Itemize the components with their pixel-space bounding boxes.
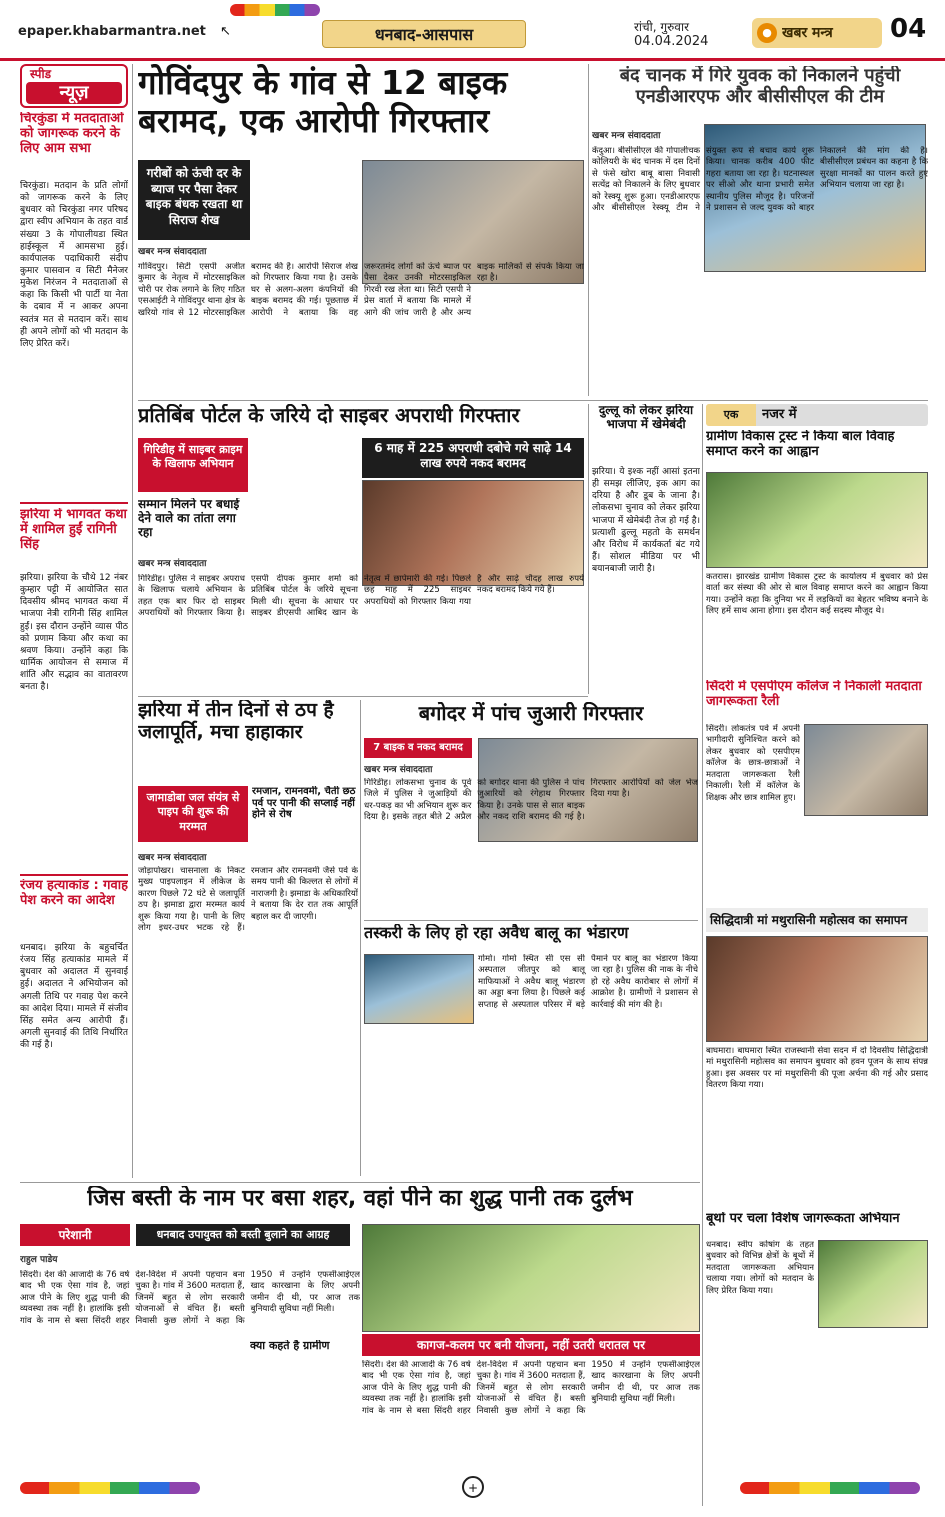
page-number: 04 [890,14,927,44]
column-divider-4 [702,404,703,1506]
ndrf-body: केंदुआ। बीसीसीएल की गोपालीचक कोलियरी के बंद चानक में दस दिनों से फंसे खोरा बाबू बासा निवासी सत्येंद्र को निकालने के लिए बुधवार को रेस्क्यू शुरू हुआ। एनडीआरएफ और बीसीसीएल रेस्क्यू टीम ने संयुक्त रूप से बचाव कार्य शुरू किया। चानक करीब 400 फीट गहरा बताया जा रहा है। घटनास्थल पर सीओ और थाना प्रभारी समेत स्थानीय पुलिस मौजूद है। परिजनों ने प्रशासन से जल्द युवक को बाहर निकालने की मांग की है। बीसीसीएल प्रबंधन का कहना है कि सुरक्षा मानकों का पालन करते हुए अभियान चलाया जा रहा है। [592,146,928,214]
basti-callout: धनबाद उपायुक्त को बस्ती बुलाने का आग्रह [136,1224,350,1246]
nazar-item4-photo [818,1240,928,1328]
place-day: रांची, गुरुवार [634,20,689,34]
gamblers-headline: बगोदर में पांच जुआरी गिरफ्तार [418,702,644,725]
water-callout-2: रमजान, रामनवमी, चैती छठ पर्व पर पानी की सप्लाई नहीं होने से रोष [252,786,356,820]
speed-item2-body: झरिया। झरिया के चौथे 12 नंबर कुम्हार पट्टी में आयोजित सात दिवसीय श्रीमद भागवत कथा में भाजपा नेत्री रागिनी सिंह शामिल हुईं। इस दौरान उन्होंने व्यास पीठ को प्रणाम किया और कथा का श्रवण किया। उन्होंने कहा कि धार्मिक आयोजन से समाज में शांति और सद्भाव का वातावरण बनता है। [20,573,128,693]
nazar-item3-title-bar [706,908,928,932]
bikes-body: गोविंदपुर। सिटी एसपी अजीत कुमार के नेतृत्व में मोटरसाइकिल चोरी पर रोक लगाने के लिए गठित एसआईटी ने गोविंदपुर थाना क्षेत्र के खरियो गांव से 12 मोटरसाइकिल बरामद की है। आरोपी सिराज शेख को गिरफ्तार किया गया है। उसके घर से अलग-अलग कंपनियों की बाइक बरामद की गई। पूछताछ में आरोपी ने बताया कि वह जरूरतमंद लोगों को ऊंचे ब्याज पर पैसा देकर उनकी मोटरसाइकिल गिरवी रख लेता था। सिटी एसपी ने प्रेस वार्ता में बताया कि मामले में आगे की जांच जारी है और अन्य बाइक मालिकों से संपर्क किया जा रहा है। [138,262,584,318]
basti-headline: जिस बस्ती के नाम पर बसा शहर, वहां पीने का शुद्ध पानी तक दुर्लभ [87,1186,633,1211]
cyber-callout-2: सम्मान मिलने पर बधाई देने वाले का तांता लगा रहा [138,498,240,539]
dulhu-headline: दुल्लू को लेकर झरिया भाजपा में खेमेबंदी [598,404,694,431]
speed-sep-1 [20,502,128,504]
column-divider-5 [360,700,361,1176]
basti-photo-caption: कागज-कलम पर बनी योजना, नहीं उतरी धरातल पर [362,1334,700,1356]
color-swatch-row-top [230,4,320,16]
cyber-photo [362,480,584,586]
speed-item2-title: झरिया में भागवत कथा में शामिल हुईं रागिनी सिंह [20,508,127,552]
column-divider-2 [588,64,589,396]
speed-item3-title: रंजय हत्याकांड : गवाह पेश करने का आदेश [20,879,128,908]
color-swatch-row-left [20,1482,200,1494]
bikes-headline: गोविंदपुर के गांव से 12 बाइक बरामद, एक आरोपी गिरफ्तार [138,64,508,140]
row-divider-4 [20,1182,700,1183]
nazar-item2-photo [804,724,928,816]
cursor-icon: ↖ [220,24,231,39]
gamblers-tag: 7 बाइक व नकद बरामद [364,738,472,758]
nazar-item4-body: धनबाद। स्वीप कोषांग के तहत बुधवार को विभिन्न क्षेत्रों के बूथों में मतदाता जागरूकता अभियान चलाया गया। लोगों को मतदान के लिए प्रेरित किया गया। [706,1240,814,1296]
nazar-item3-title: सिद्धिदात्री मां मथुरासिनी महोत्सव का समापन [710,913,908,927]
ndrf-headline: बंद चानक में गिरे युवक को निकालने पहुंची एनडीआरएफ और बीसीसीएल की टीम [619,66,901,107]
sand-body: गोमो। गोमो स्थित सी एस सी अस्पताल जीतपुर को बालू माफियाओं ने अवैध बालू भंडारण का अड्डा बना लिया है। पिछले कई सप्ताह से अस्पताल परिसर में बड़े पैमाने पर बालू का भंडारण किया जा रहा है। पुलिस की नाक के नीचे हो रहे अवैध कारोबार से लोगों में आक्रोश है। ग्रामीणों ने प्रशासन से कार्रवाई की मांग की है। [478,954,698,1010]
speed-sep-2 [20,874,128,876]
footer-bar [0,1472,945,1517]
cyber-callout-1: गिरिडीह में साइबर क्राइम के खिलाफ अभियान [138,438,248,492]
bikes-byline: खबर मन्त्र संवाददाता [138,247,207,257]
speed-item1-title: चिरकुंडा में मतदाताओं को जागरूक करने के लिए आम सभा [20,112,124,156]
row-divider-2 [138,696,588,697]
dulhu-body: झरिया। ये इश्क नहीं आसां इतना ही समझ लीजिए, इक आग का दरिया है और डूब के जाना है। लोकसभा चुनाव को लेकर झरिया भाजपा में खेमेबंदी तेज हो गई है। प्रत्याशी ढुल्लू महतो के समर्थन और विरोध में कार्यकर्ता बंट गये हैं। सोशल मीडिया पर भी बयानबाजी जारी है। [592,467,700,575]
nazar-item1-photo [706,472,928,568]
basti-body: सिंदरी। देश की आजादी के 76 वर्ष बाद भी एक ऐसा गांव है, जहां आज पीने के लिए शुद्ध पानी की व्यवस्था तक नहीं है। हालांकि इसी गांव के नाम से बसा सिंदरी शहर देश-विदेश में अपनी पहचान बना चुका है। गांव में 3600 मतदाता हैं, जिनमें बहुत से लोग सरकारी योजनाओं से वंचित हैं। बस्ती निवासी कुछ लोगों ने कहा कि 1950 में उन्होंने एफसीआईएल खाद कारखाना के लिए अपनी जमीन दी थी, पर आज तक बुनियादी सुविधा नहीं मिली। [20,1270,360,1326]
brand-pill [752,18,882,48]
nazar-label-bar [706,404,928,426]
bikes-callout: गरीबों को ऊंची दर के ब्याज पर पैसा देकर बाइक बंधक रखता था सिराज शेख [138,160,250,240]
water-body: जोड़ापोखर। चासनाला के निकट मुख्य पाइपलाइन में लीकेज के कारण पिछले 72 घंटे से जलापूर्ति ठप है। झमाडा द्वारा मरम्मत कार्य शुरू किया गया है। पानी के लिए लोग इधर-उधर भटक रहे हैं। रमजान और रामनवमी जैसे पर्व के समय पानी की किल्लत से लोगों में नाराजगी है। झमाडा के अधिकारियों ने बताया कि देर रात तक आपूर्ति बहाल कर दी जाएगी। [138,866,358,934]
speed-item1-body: चिरकुंडा। मतदान के प्रति लोगों को जागरूक करने के लिए बुधवार को चिरकुंडा नगर परिषद द्वारा स्वीप अभियान के तहत वार्ड संख्या 3 के गोपालीयडा स्थित हाईस्कूल में आमसभा हुई। कार्यपालक पदाधिकारी संदीप कुमार पासवान व सिटी मैनेजर मुकेश निरंजन ने मतदाताओं से कहा कि किसी भी पार्टी या नेता के दबाव में न आकर अपना स्वतंत्र मत से मतदान करें। साथ ही अपने लोगों को भी मतदान के लिए प्रेरित करें। [20,181,128,349]
water-callout-1: जामाडोबा जल संयंत्र से पाइप की शुरू की मरम्मत [138,786,248,842]
nazar-label-ek: एक [706,404,756,426]
brand-logo-icon: ● [757,23,777,43]
nazar-item4-title: बूथों पर चला विशेष जागरूकता अभियान [706,1212,900,1226]
sand-headline: तस्करी के लिए हो रहा अवैध बालू का भंडारण [364,924,629,942]
row-divider-3 [364,920,698,921]
header-rule [0,58,945,61]
ndrf-byline: खबर मन्त्र संवाददाता [592,131,661,141]
column-divider-1 [132,64,133,1178]
basti-photo [362,1224,700,1332]
column-divider-3 [588,404,589,694]
basti-subhead: क्या कहते है ग्रामीण [250,1340,330,1352]
gamblers-byline: खबर मन्त्र संवाददाता [364,765,433,775]
nazar-item2-body: सिंदरी। लोकतंत्र पर्व में अपनी भागीदारी सुनिश्चित करने को लेकर बुधवार को एसपीएम कॉलेज के छात्र-छात्राओं ने मतदाता जागरूकता रैली निकाली। रैली में कॉलेज के शिक्षक और छात्र शामिल हुए। [706,724,800,803]
speed-news-badge [20,64,128,108]
sand-photo [364,954,474,1024]
color-swatch-row-right [740,1482,920,1494]
speed-news-badge-bottom: न्यूज़ [26,82,122,104]
nazar-item3-body: बाघमारा। बाघमारा स्थित राजस्थानी सेवा सदन में दो दिवसीय सिद्धिदात्री मां मथुरासिनी महोत्सव का समापन बुधवार को हवन पूजन के साथ संपन्न हुआ। इस अवसर पर मां मथुरासिनी की पूजा अर्चना की गई और प्रसाद वितरण किया गया। [706,1046,928,1091]
nazar-item1-title: ग्रामीण विकास ट्रस्ट ने किया बाल विवाह समाप्त करने का आह्वान [706,430,895,459]
nazar-label: नजर में [762,407,797,422]
water-byline: खबर मन्त्र संवाददाता [138,853,207,863]
section-title-pill [322,20,526,48]
site-url[interactable]: epaper.khabarmantra.net [18,24,206,39]
speed-news-column [20,64,128,1178]
row-divider-1 [138,400,928,401]
cyber-photo-caption: 6 माह में 225 अपराधी दबोचे गये साढ़े 14 लाख रुपये नकद बरामद [362,438,584,478]
gamblers-body: गिरिडीह। लोकसभा चुनाव के पूर्व जिले में पुलिस ने जुआड़ियों की धर-पकड़ का भी अभियान शुरू कर दिया है। इसके तहत बीते 2 अप्रैल को बगोदर थाना की पुलिस ने पांच जुआरियों को रंगेहाथ गिरफ्तार किया है। उनके पास से सात बाइक और नकद राशि बरामद की गई है। गिरफ्तार आरोपियों को जेल भेज दिया गया है। [364,778,698,823]
speed-item3-body: धनबाद। झरिया के बहुचर्चित रंजय सिंह हत्याकांड मामले में बुधवार को अदालत में सुनवाई हुई। अदालत ने अभियोजन को अगली तिथि पर गवाह पेश करने का आदेश दिया। मामले में संजीव सिंह समेत अन्य आरोपी हैं। अगली सुनवाई की तिथि निर्धारित की गई है। [20,943,128,1051]
nazar-item3-photo [706,936,928,1042]
cyber-body: गिरिडीह। पुलिस ने साइबर अपराध के खिलाफ चलाये अभियान के तहत एक बार फिर दो साइबर अपराधियों को गिरफ्तार किया है। एसपी दीपक कुमार शर्मा को प्रतिबिंब पोर्टल के जरिये सूचना मिली थी। सूचना के आधार पर साइबर डीएसपी आबिद खान के नेतृत्व में छापेमारी की गई। पिछले छह माह में 225 साइबर अपराधियों को गिरफ्तार किया गया है और साढ़े चौदह लाख रुपये नकद बरामद किये गये हैं। [138,574,584,619]
nazar-item1-body: कतरास। झारखंड ग्रामीण विकास ट्रस्ट के कार्यालय में बुधवार को प्रेस वार्ता कर संस्था की ओर से बाल विवाह समाप्त करने का आह्वान किया गया। उन्होंने कहा कि दुनिया भर में लड़कियों का बेहतर भविष्य बनाने के लिए हमें साथ आना होगा। इस दौरान कई सदस्य मौजूद थे। [706,572,928,617]
water-headline: झरिया में तीन दिनों से ठप है जलापूर्ति, मचा हाहाकार [138,700,334,743]
section-title: धनबाद-आसपास [374,25,474,44]
cyber-headline: प्रतिबिंब पोर्टल के जरिये दो साइबर अपराधी गिरफ्तार [138,404,520,427]
basti-body-continued: सिंदरी। देश की आजादी के 76 वर्ष बाद भी एक ऐसा गांव है, जहां आज पीने के लिए शुद्ध पानी की व्यवस्था तक नहीं है। हालांकि इसी गांव के नाम से बसा सिंदरी शहर देश-विदेश में अपनी पहचान बना चुका है। गांव में 3600 मतदाता हैं, जिनमें बहुत से लोग सरकारी योजनाओं से वंचित हैं। बस्ती निवासी कुछ लोगों ने कहा कि 1950 में उन्होंने एफसीआईएल खाद कारखाना के लिए अपनी जमीन दी थी, पर आज तक बुनियादी सुविधा नहीं मिली। [362,1360,700,1416]
cyber-byline: खबर मन्त्र संवाददाता [138,559,207,569]
speed-news-badge-top: स्पीड [30,67,52,81]
masthead-bar [0,0,945,62]
basti-byline: राहुल पाडेय [20,1255,58,1265]
nazar-item2-title: सिंदरी में एसपीएम कॉलेज ने निकाली मतदाता जागरूकता रैली [706,680,922,709]
registration-mark-icon: + [462,1476,484,1498]
basti-tag: परेशानी [20,1224,130,1246]
brand-name: खबर मन्त्र [782,25,833,41]
issue-date: 04.04.2024 [634,34,709,49]
